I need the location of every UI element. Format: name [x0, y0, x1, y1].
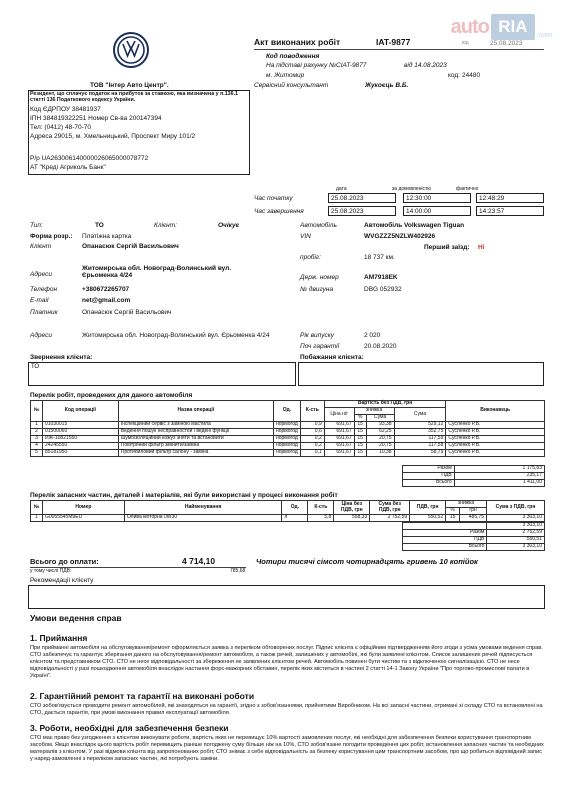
start-date: 25.08.2023 — [328, 193, 396, 203]
dates-col-agreed: за домовленістю — [392, 186, 432, 192]
discount-sum: 20,75 — [366, 436, 394, 443]
totals-row — [403, 544, 545, 551]
works-title: Перелік робіт, проведених для даного автомобіля — [30, 392, 193, 399]
end-label: Час завершення — [254, 208, 304, 215]
works-h-name: Назва операції — [118, 401, 273, 422]
end-actual: 14:23:57 — [476, 206, 544, 216]
discount-pct: 15 — [446, 515, 460, 522]
watermark-suffix: .com — [536, 31, 552, 39]
doc-number: IAT-9877 — [376, 37, 411, 47]
works-h-no: № — [31, 401, 43, 422]
payment-label: Форма розр.: — [30, 233, 73, 240]
header-divider — [254, 49, 544, 50]
price: 558,33 — [334, 515, 370, 522]
sum: 117,58 — [394, 443, 446, 450]
unit: нормогод — [273, 443, 300, 450]
engine-value: DBG 052932 — [364, 286, 402, 293]
totals-label: ПДВ — [403, 473, 455, 480]
vin-label: VIN — [300, 233, 311, 240]
quantity: 0,2 — [300, 436, 324, 443]
company-account: Р/р UA263006140000026065000078772 — [30, 155, 149, 162]
email-label: E-mail — [30, 297, 49, 304]
parts-h-sum-d: грн — [460, 508, 487, 515]
operation-code: ИЖ-10821550 — [42, 436, 118, 443]
discount-pct: 15 — [354, 429, 366, 436]
totals-label: Всього — [403, 544, 487, 551]
sum: 529,12 — [394, 422, 446, 429]
payment-value: Платіжна картка — [82, 233, 132, 240]
car-label: Автомобіль — [300, 222, 337, 229]
company-bank: АТ "Кредi Агриколь Банк" — [30, 164, 106, 171]
warranty-label: Поч гарантії — [300, 343, 340, 350]
unit: нормогод — [273, 436, 300, 443]
parts-totals — [402, 522, 545, 551]
plate-value: AM7918EK — [364, 274, 398, 281]
terms-s3-text: СТО має право без узгодження з клієнтом виконувати роботи, вартість яких не перевищує 10% вартості замовлених послуг, які необхідні для забезпечення безпеки користування транспортним засобом. Якщо внаслідок цього вартість робіт перевищить раніше погоджену суму більше ніж на 10%, СТО зобов'язане погодити проведення цих робіт, встановлення запасних частин та необхідних матеріалів з клієнтом. У разі відмови клієнта від запропонованих робіт, СТО знімає з себе відповідальність за безпеку користування цим транспортним засобом, про що робиться відповідний запис у наряд-замовленні з переліком запасних частин, які потребують заміни. — [30, 735, 544, 762]
company-tax-note: Резидент, що сплачує податок на прибуток за ставкою, яка визначена у п.136.1 статті 136 Податкового кодексу України. — [30, 91, 238, 104]
total: 3 303,10 — [487, 515, 545, 522]
client-request-label: Звернення клієнта: — [30, 354, 93, 361]
payer-label: Платник — [30, 309, 58, 316]
operation-name: Протипиловий фільтр салону - заміна — [118, 450, 273, 457]
table-row — [31, 515, 545, 522]
end-date: 25.08.2023 — [328, 206, 396, 216]
reason-label: Код поводження — [266, 53, 320, 60]
operation-code: 24245550 — [42, 443, 118, 450]
company-ipn: ІПН 384819322251 Номер Св-ва 200147394 — [30, 115, 162, 122]
quantity: 0,9 — [300, 422, 324, 429]
totals-value: 235,17 — [454, 473, 544, 480]
total-words: Чотири тисячі сімсот чотирнадцять гривень 10 копійок — [256, 557, 478, 566]
client-type-label: Клієнт: — [154, 222, 177, 229]
total-value: 4 714,10 — [182, 556, 216, 566]
invoice-date: від 14.08.2023 — [404, 62, 447, 69]
executor: Сусленко Р.В. — [446, 422, 545, 429]
engine-label: № двигуна — [300, 286, 334, 293]
recommend-box — [28, 585, 545, 609]
type-value: ТО — [95, 222, 104, 229]
vat: 550,52 — [410, 515, 446, 522]
totals-label: ПДВ — [403, 537, 487, 544]
parts-h-discount: знижка — [446, 501, 487, 508]
unit: нормогод — [273, 450, 300, 457]
terms-s1-text: При прийманні автомобіля на обслуговування/ремонт оформляється заявка з переліком обговорених послуг. Підпис клієнта є офіційним підтвердженням його згоди з усіма умовами ведення справ. СТО забезпечує та гарантує зберігання даного на обслуговування/ремонт автомобіля, а також речей, залишених у автомобілі, які були заявлені клієнтом. Список залишених речей підписується клієнтом та представником СТО. СТО не несе відповідальності за збереження не заявлених клієнтом речей. Автомобіль повинен бути чистим та з відключеною сигналізацією. СТО не несе відповідальності у разі пошкодження автомобіля внаслідок настання форс-мажорних обставин, перелік яких міститься в частині 2 статті 14-1 Закону України "Про торгово-промислові палати в Україні". — [30, 645, 543, 679]
watermark-box: RIA — [491, 14, 535, 40]
part-number: G0055545M9EU — [42, 515, 124, 522]
payer-address-label: Адреси — [30, 332, 52, 339]
row-no: 1 — [31, 422, 43, 429]
row-no: 1 — [31, 515, 43, 522]
discount-pct: 15 — [354, 436, 366, 443]
works-table — [30, 400, 545, 457]
plate-label: Держ. номер — [300, 274, 339, 281]
year-label: Рік випуску — [300, 332, 335, 339]
price: 691,67 — [324, 450, 354, 457]
terms-title: Умови ведення справ — [30, 613, 122, 623]
doc-date-label: від — [462, 40, 469, 46]
terms-s2-text: СТО зобов'язується проводити ремонт автомобілей, які знаходяться на гарантії, згідно з зобов'язаннями, прийнятими Виробником. На всі запасні частини, отримані зі складу СТО та встановлені на СТО, дається гарантія, при умові виконання правил експлуатації автомобіля. — [30, 703, 543, 716]
mileage-label: пробіг: — [300, 254, 321, 261]
totals-row — [403, 480, 545, 487]
parts-h-unit: Од. — [282, 501, 308, 515]
works-h-sum-d: Сума — [366, 415, 394, 422]
dates-col-date: дата — [336, 186, 347, 192]
works-h-discount: знижка — [354, 408, 394, 415]
executor: Сусленко Р.В. — [446, 429, 545, 436]
discount-pct: 15 — [354, 443, 366, 450]
parts-h-code: Номер — [42, 501, 124, 515]
totals-value: 1 175,83 — [454, 466, 544, 473]
city: м. Житомир — [266, 72, 305, 79]
company-phone: Тел: (0412) 48-70-70 — [30, 124, 92, 131]
parts-title: Перелік запасних частин, деталей і матеріалів, які були використані у процесі виконання робіт — [30, 492, 338, 499]
price: 691,67 — [324, 443, 354, 450]
operation-name: Інспекційний сервіс з заміною мастила — [118, 422, 273, 429]
totals-value: 2 752,59 — [487, 530, 545, 537]
works-h-sum: Сума — [394, 408, 446, 422]
sum: 352,75 — [394, 429, 446, 436]
phone-value: +380672265707 — [82, 286, 130, 293]
sum: 117,59 — [394, 436, 446, 443]
discount-sum: 62,25 — [366, 429, 394, 436]
row-no: 4 — [31, 443, 43, 450]
discount-pct: 15 — [354, 422, 366, 429]
works-totals — [402, 465, 545, 487]
works-h-qty: К-сть — [300, 401, 324, 422]
client-request-box — [28, 362, 296, 386]
executor: Сусленко Р.В. — [446, 436, 545, 443]
parts-h-pct: % — [446, 508, 460, 515]
price: 691,67 — [324, 429, 354, 436]
doc-title: Акт виконаних робіт — [254, 37, 341, 47]
works-h-vat-group: Вартість без ПДВ, грн — [324, 401, 446, 408]
car-value: Автомобіль Volkswagen Tiguan — [364, 222, 465, 229]
warranty-value: 20.08.2020 — [364, 343, 397, 350]
client-address-label: Адреси — [30, 271, 52, 278]
watermark-text: auto — [450, 15, 489, 38]
autoria-watermark — [451, 14, 552, 40]
client-wishes-box — [298, 362, 544, 386]
parts-table — [30, 500, 545, 522]
unit: нормогод — [273, 422, 300, 429]
discount-sum: 20,75 — [366, 443, 394, 450]
volkswagen-logo-icon — [113, 32, 149, 68]
first-visit-value: Ні — [478, 244, 485, 251]
parts-h-no: № — [31, 501, 43, 515]
discount-sum: 10,38 — [366, 450, 394, 457]
quantity: 0,1 — [300, 450, 324, 457]
doc-date: 25.08.2023 — [490, 40, 523, 47]
quantity: 5,8 — [308, 515, 334, 522]
unit: нормогод — [273, 429, 300, 436]
row-no: 3 — [31, 436, 43, 443]
row-no: 2 — [31, 429, 43, 436]
dates-col-actual: фактично — [456, 186, 479, 192]
company-edrpou: Код ЄДРПОУ 38481937 — [30, 106, 101, 113]
client-request-value: ТО — [31, 364, 40, 370]
first-visit-label: Перший заїзд: — [424, 244, 470, 251]
payer-value: Опанасюк Сергій Васильович — [82, 309, 172, 316]
operation-name: Повітряний фільтр змінити/заміна — [118, 443, 273, 450]
end-agreed: 14:00:00 — [403, 206, 471, 216]
row-no: 5 — [31, 450, 43, 457]
code-label: код: — [448, 72, 460, 79]
consultant-label: Сервісний консультант — [254, 82, 329, 89]
parts-h-price: Ціна без ПДВ, грн — [334, 501, 370, 515]
email-value: net@gmail.com — [82, 297, 131, 304]
operation-code: 01030015 — [42, 422, 118, 429]
works-h-unit: Од. — [273, 401, 300, 422]
consultant-name: Жукоєць В.Б. — [365, 82, 409, 89]
quantity: 0,2 — [300, 443, 324, 450]
operation-name: Шумоізоляційний кожух зняти та встановити — [118, 436, 273, 443]
part-name: Олива моторна 0W30 — [124, 515, 282, 522]
table-row — [31, 450, 545, 457]
vat-value: 785,68 — [230, 568, 246, 574]
terms-s3-title: 3. Роботи, необхідні для забезпечення безпеки — [30, 723, 229, 733]
start-agreed: 12:30:00 — [403, 193, 471, 203]
recommend-label: Рекомендації клієнту — [30, 577, 94, 584]
works-h-code: Код операції — [42, 401, 118, 422]
totals-label: Разом — [403, 466, 455, 473]
operation-code: 01500060 — [42, 429, 118, 436]
client-type-value: Очікує — [218, 222, 240, 229]
sum: 58,79 — [394, 450, 446, 457]
totals-value: 3 303,10 — [487, 523, 545, 530]
totals-row — [403, 466, 545, 473]
start-label: Час початку — [254, 195, 293, 202]
terms-s2-title: 2. Гарантійний ремонт та гарантії на виконані роботи — [30, 691, 255, 701]
start-actual: 12:48:29 — [476, 193, 544, 203]
vat-label: у тому числі ПДВ: — [30, 568, 72, 574]
discount-pct: 15 — [354, 450, 366, 457]
parts-h-vat: ПДВ, грн — [410, 501, 446, 515]
operation-code: 85181950 — [42, 450, 118, 457]
price: 691,67 — [324, 422, 354, 429]
year-value: 2 020 — [364, 332, 381, 339]
phone-label: Телефон — [30, 286, 58, 293]
works-h-price: Ціна н/г — [324, 408, 354, 422]
parts-h-name: Найменування — [124, 501, 282, 515]
price: 691,67 — [324, 436, 354, 443]
invoice-label: На підставі рахунку №CIAT-9877 — [266, 62, 367, 69]
company-name: ТОВ "Інтер Авто Центр". — [90, 82, 169, 89]
total-label: Всього до оплати: — [30, 557, 99, 566]
company-address: Адреса 29015, м. Хмельницький, Проспект Миру 101/2 — [30, 133, 196, 140]
executor: Сусленко Р.В. — [446, 443, 545, 450]
code-value: 24480 — [462, 72, 481, 79]
executor: Сусленко Р.В. — [446, 450, 545, 457]
unit: л — [282, 515, 308, 522]
type-label: Тип: — [30, 222, 43, 229]
totals-value: 3 303,10 — [487, 544, 545, 551]
client-name-value: Опанасюк Сергій Васильович — [82, 243, 179, 250]
parts-h-total: Сума з ПДВ, грн — [487, 501, 545, 515]
works-h-pct: % — [354, 415, 366, 422]
parts-h-qty: К-сть — [308, 501, 334, 515]
client-wishes-label: Побажання клієнта: — [300, 354, 364, 361]
terms-s1-title: 1. Приймання — [30, 633, 88, 643]
mileage-value: 18 737 км. — [364, 254, 395, 261]
discount-sum: 485,75 — [460, 515, 487, 522]
totals-label: Разом — [403, 530, 487, 537]
totals-label: Всього — [403, 480, 455, 487]
quantity: 0,6 — [300, 429, 324, 436]
client-name-label: Клієнт — [30, 243, 52, 250]
client-address-value: Житомирська обл. Новоград-Волинський вул. Єрьоменка 4/24 — [82, 265, 232, 280]
payer-address-value: Житомирська обл. Новоград-Волинський вул. Єрьоменка 4/24 — [82, 332, 270, 339]
discount-sum: 93,38 — [366, 422, 394, 429]
sum: 2 752,59 — [370, 515, 410, 522]
parts-h-sum: Сума без ПДВ, грн — [370, 501, 410, 515]
works-h-executor: Виконавець — [446, 401, 545, 422]
operation-name: Ведення пошук несправностей і ведені функції — [118, 429, 273, 436]
totals-value: 550,51 — [487, 537, 545, 544]
totals-value: 1 411,00 — [454, 480, 544, 487]
vin-value: WVGZZZ5NZLW402926 — [364, 233, 436, 240]
